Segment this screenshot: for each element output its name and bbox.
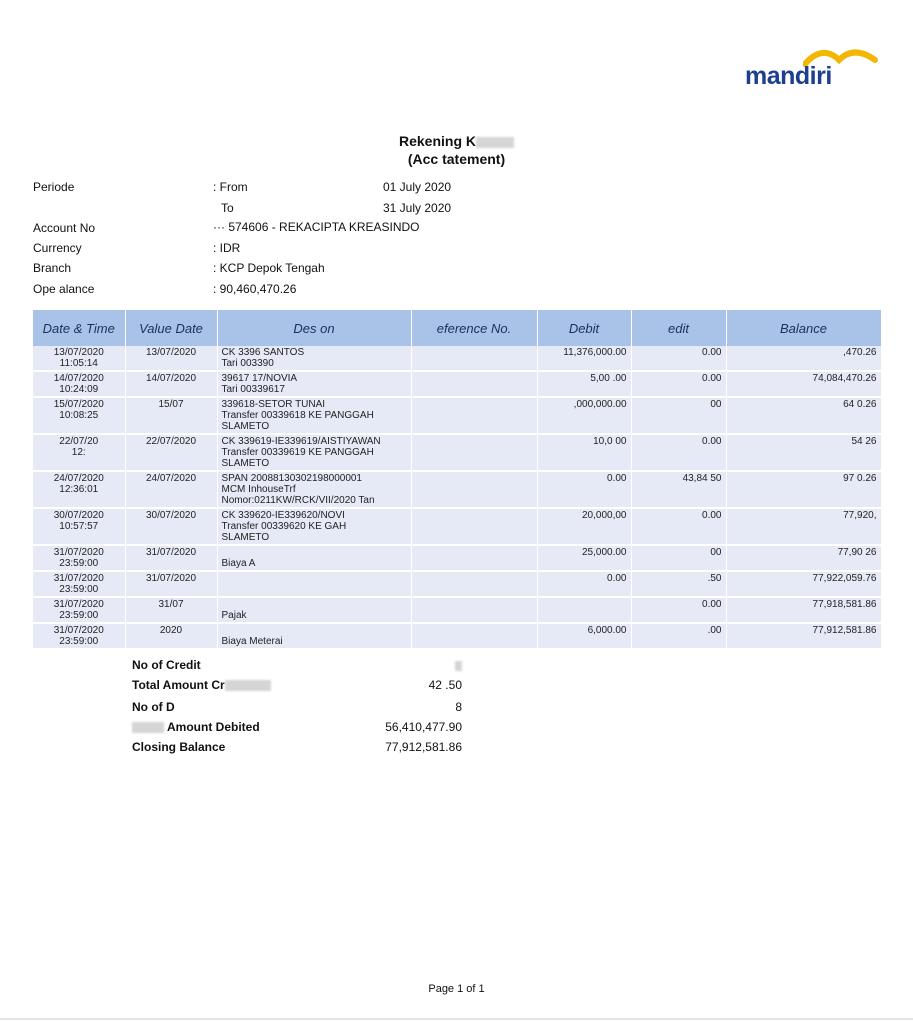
txn-credit: 00 bbox=[710, 399, 722, 410]
txn-time: 10:57:57 bbox=[59, 521, 99, 532]
txn-time: 23:59:00 bbox=[59, 636, 99, 647]
table-row bbox=[33, 397, 881, 434]
opening-balance-value: : 90,460,470.26 bbox=[213, 282, 297, 296]
statement-title: Rekening K bbox=[0, 133, 913, 149]
txn-balance: 77,920, bbox=[843, 510, 877, 521]
cell-description bbox=[217, 545, 411, 571]
table-header-row bbox=[33, 310, 881, 346]
col-value-date: Value Date bbox=[125, 310, 217, 346]
cell-balance bbox=[726, 434, 881, 471]
cell-balance bbox=[726, 597, 881, 623]
txn-date: 15/07/2020 bbox=[53, 399, 104, 410]
branch-value: : KCP Depok Tengah bbox=[213, 261, 325, 275]
to-label: To bbox=[221, 201, 234, 215]
col-description: Des on bbox=[217, 310, 411, 346]
cell-balance bbox=[726, 571, 881, 597]
table-row bbox=[33, 371, 881, 397]
cell-balance bbox=[726, 471, 881, 508]
txn-description-line bbox=[222, 573, 407, 584]
txn-debit: 10,0 00 bbox=[593, 436, 627, 447]
page-bottom-divider bbox=[0, 1018, 913, 1020]
col-debit: Debit bbox=[537, 310, 631, 346]
cell-description bbox=[217, 597, 411, 623]
total-credit-value: 42 .50 bbox=[428, 678, 462, 692]
txn-balance: 74,084,470.26 bbox=[812, 373, 877, 384]
txn-balance: 97 0.26 bbox=[843, 473, 877, 484]
transactions-table bbox=[33, 310, 882, 650]
from-label: : From bbox=[213, 180, 248, 194]
account-label: Account No bbox=[33, 221, 96, 235]
txn-value-date: 13/07/2020 bbox=[145, 347, 197, 358]
txn-value-date: 30/07/2020 bbox=[145, 510, 197, 521]
col-balance: Balance bbox=[726, 310, 881, 346]
table-row bbox=[33, 571, 881, 597]
cell-debit bbox=[537, 371, 631, 397]
cell-debit bbox=[537, 434, 631, 471]
cell-reference bbox=[411, 597, 537, 623]
table-row bbox=[33, 623, 881, 649]
txn-credit: 0.00 bbox=[702, 599, 722, 610]
branch-label: Branch bbox=[33, 261, 72, 275]
txn-balance: 54 26 bbox=[851, 436, 877, 447]
txn-balance: 77,922,059.76 bbox=[812, 573, 877, 584]
cell-description bbox=[217, 571, 411, 597]
txn-description-line: Biaya Meterai bbox=[221, 636, 283, 647]
opening-balance-label: Ope alance bbox=[33, 282, 95, 296]
closing-balance-label: Closing Balance bbox=[132, 740, 226, 754]
cell-description bbox=[217, 471, 411, 508]
txn-description-line: Pajak bbox=[221, 610, 247, 621]
cell-reference bbox=[411, 571, 537, 597]
total-debit-label: Amount Debited bbox=[132, 720, 260, 734]
txn-time: 23:59:00 bbox=[59, 584, 99, 595]
txn-description-line: Biaya A bbox=[221, 558, 256, 569]
cell-balance bbox=[726, 508, 881, 545]
txn-debit: 20,000,00 bbox=[582, 510, 627, 521]
txn-time: 12:36:01 bbox=[59, 484, 99, 495]
txn-description-line: SLAMETO bbox=[221, 458, 270, 469]
cell-reference bbox=[411, 371, 537, 397]
table-row bbox=[33, 346, 881, 371]
txn-description-line: Tari 003390 bbox=[221, 358, 274, 369]
cell-value-date bbox=[125, 571, 217, 597]
txn-description-line: 339618-SETOR TUNAI bbox=[221, 399, 326, 410]
period-label: Periode bbox=[33, 180, 75, 194]
cell-balance bbox=[726, 346, 881, 371]
txn-value-date: 22/07/2020 bbox=[145, 436, 197, 447]
cell-reference bbox=[411, 623, 537, 649]
cell-value-date bbox=[125, 371, 217, 397]
cell-reference bbox=[411, 545, 537, 571]
txn-credit: 0.00 bbox=[702, 510, 722, 521]
txn-debit: 25,000.00 bbox=[582, 547, 627, 558]
transactions-body bbox=[33, 346, 881, 649]
cell-description bbox=[217, 434, 411, 471]
txn-debit: 11,376,000.00 bbox=[563, 347, 627, 358]
txn-date: 14/07/2020 bbox=[53, 373, 104, 384]
cell-credit bbox=[631, 508, 726, 545]
cell-reference bbox=[411, 397, 537, 434]
txn-balance: 77,912,581.86 bbox=[812, 625, 877, 636]
table-row bbox=[33, 434, 881, 471]
txn-time: 10:08:25 bbox=[59, 410, 99, 421]
cell-credit bbox=[631, 471, 726, 508]
txn-description-line bbox=[222, 584, 407, 595]
txn-date: 31/07/2020 bbox=[53, 547, 104, 558]
from-value: 01 July 2020 bbox=[383, 180, 452, 194]
txn-description-line: CK 339619-IE339619/AISTIYAWAN bbox=[221, 436, 381, 447]
cell-value-date bbox=[125, 397, 217, 434]
txn-credit: .00 bbox=[707, 625, 722, 636]
to-value: 31 July 2020 bbox=[383, 201, 452, 215]
txn-description-line: Transfer 00339620 KE GAH bbox=[221, 521, 347, 532]
cell-debit bbox=[537, 471, 631, 508]
table-row bbox=[33, 597, 881, 623]
cell-debit bbox=[537, 346, 631, 371]
cell-value-date bbox=[125, 545, 217, 571]
cell-reference bbox=[411, 508, 537, 545]
cell-value-date bbox=[125, 434, 217, 471]
logo-wordmark: mandiri bbox=[745, 62, 832, 90]
table-row bbox=[33, 471, 881, 508]
txn-date: 30/07/2020 bbox=[53, 510, 104, 521]
txn-time: 12: bbox=[71, 447, 86, 458]
txn-value-date: 31/07/2020 bbox=[145, 547, 197, 558]
cell-date-time bbox=[33, 623, 125, 649]
txn-description-line: Tari 00339617 bbox=[221, 384, 285, 395]
closing-balance-value: 77,912,581.86 bbox=[385, 740, 462, 754]
txn-value-date: 24/07/2020 bbox=[145, 473, 197, 484]
cell-credit bbox=[631, 434, 726, 471]
txn-description-line bbox=[222, 599, 407, 610]
txn-debit: 0.00 bbox=[607, 473, 627, 484]
cell-debit bbox=[537, 597, 631, 623]
no-debit-value: 8 bbox=[455, 700, 462, 714]
cell-credit bbox=[631, 597, 726, 623]
cell-description bbox=[217, 346, 411, 371]
cell-balance bbox=[726, 371, 881, 397]
cell-date-time bbox=[33, 471, 125, 508]
txn-credit: .50 bbox=[707, 573, 722, 584]
cell-reference bbox=[411, 434, 537, 471]
txn-credit: 00 bbox=[710, 547, 722, 558]
table-row bbox=[33, 545, 881, 571]
txn-description-line: 39617 17/NOVIA bbox=[221, 373, 298, 384]
txn-credit: 43,84 50 bbox=[682, 473, 722, 484]
cell-debit bbox=[537, 545, 631, 571]
currency-label: Currency bbox=[33, 241, 82, 255]
txn-description-line bbox=[222, 625, 407, 636]
cell-debit bbox=[537, 571, 631, 597]
txn-description-line: SPAN 20088130302198000001 bbox=[221, 473, 362, 484]
txn-description-line: Transfer 00339619 KE PANGGAH bbox=[221, 447, 374, 458]
cell-debit bbox=[537, 623, 631, 649]
txn-description-line: CK 3396 SANTOS bbox=[221, 347, 305, 358]
txn-description-line: CK 339620-IE339620/NOVI bbox=[221, 510, 345, 521]
cell-description bbox=[217, 508, 411, 545]
cell-date-time bbox=[33, 346, 125, 371]
cell-date-time bbox=[33, 371, 125, 397]
txn-debit: 6,000.00 bbox=[587, 625, 627, 636]
total-credit-label: Total Amount Cr bbox=[132, 678, 271, 692]
txn-description-line: SLAMETO bbox=[221, 421, 270, 432]
cell-balance bbox=[726, 397, 881, 434]
statement-subtitle: (Acc tatement) bbox=[407, 151, 506, 167]
col-date-time: Date & Time bbox=[33, 310, 125, 346]
txn-debit: 5,00 .00 bbox=[590, 373, 627, 384]
cell-description bbox=[217, 371, 411, 397]
cell-balance bbox=[726, 623, 881, 649]
cell-credit bbox=[631, 571, 726, 597]
cell-debit bbox=[537, 508, 631, 545]
txn-description-line: Transfer 00339618 KE PANGGAH bbox=[221, 410, 374, 421]
txn-debit: 0.00 bbox=[607, 573, 627, 584]
txn-description-line bbox=[222, 547, 407, 558]
cell-date-time bbox=[33, 508, 125, 545]
cell-value-date bbox=[125, 508, 217, 545]
cell-balance bbox=[726, 545, 881, 571]
cell-value-date bbox=[125, 597, 217, 623]
no-credit-label: No of Credit bbox=[132, 658, 201, 672]
cell-credit bbox=[631, 623, 726, 649]
cell-reference bbox=[411, 346, 537, 371]
txn-date: 31/07/2020 bbox=[53, 599, 104, 610]
table-row bbox=[33, 508, 881, 545]
cell-date-time bbox=[33, 571, 125, 597]
cell-credit bbox=[631, 397, 726, 434]
txn-date: 24/07/2020 bbox=[53, 473, 104, 484]
cell-date-time bbox=[33, 545, 125, 571]
txn-time: 23:59:00 bbox=[59, 558, 99, 569]
txn-balance: 77,918,581.86 bbox=[812, 599, 877, 610]
account-value: ··· 574606 - REKACIPTA KREASINDO bbox=[213, 220, 420, 234]
cell-credit bbox=[631, 346, 726, 371]
txn-balance: 64 0.26 bbox=[843, 399, 877, 410]
cell-description bbox=[217, 397, 411, 434]
cell-credit bbox=[631, 371, 726, 397]
txn-value-date: 14/07/2020 bbox=[145, 373, 197, 384]
txn-credit: 0.00 bbox=[702, 347, 722, 358]
txn-value-date: 31/07/2020 bbox=[145, 573, 197, 584]
cell-date-time bbox=[33, 597, 125, 623]
col-reference: eference No. bbox=[411, 310, 537, 346]
bank-logo bbox=[745, 48, 880, 93]
cell-value-date bbox=[125, 346, 217, 371]
txn-description-line: SLAMETO bbox=[221, 532, 270, 543]
cell-description bbox=[217, 623, 411, 649]
cell-debit bbox=[537, 397, 631, 434]
txn-date: 22/07/20 bbox=[59, 436, 99, 447]
txn-date: 13/07/2020 bbox=[53, 347, 104, 358]
currency-value: : IDR bbox=[213, 241, 241, 255]
txn-value-date: 31/07 bbox=[158, 599, 184, 610]
page-number: Page 1 of 1 bbox=[428, 983, 485, 995]
no-credit-value bbox=[340, 658, 462, 672]
txn-balance: 77,90 26 bbox=[837, 547, 877, 558]
txn-debit: ,000,000.00 bbox=[573, 399, 627, 410]
txn-value-date: 15/07 bbox=[158, 399, 184, 410]
total-debit-value: 56,410,477.90 bbox=[385, 720, 462, 734]
txn-time: 11:05:14 bbox=[59, 358, 98, 369]
txn-date: 31/07/2020 bbox=[53, 573, 104, 584]
col-credit: edit bbox=[631, 310, 726, 346]
cell-value-date bbox=[125, 471, 217, 508]
txn-credit: 0.00 bbox=[702, 373, 722, 384]
cell-value-date bbox=[125, 623, 217, 649]
txn-description-line: MCM InhouseTrf bbox=[221, 484, 296, 495]
txn-credit: 0.00 bbox=[702, 436, 722, 447]
txn-description-line: Nomor:0211KW/RCK/VII/2020 Tan bbox=[221, 495, 375, 506]
txn-date: 31/07/2020 bbox=[53, 625, 104, 636]
no-debit-label: No of D bbox=[132, 700, 175, 714]
txn-balance: ,470.26 bbox=[843, 347, 877, 358]
cell-credit bbox=[631, 545, 726, 571]
txn-value-date: 2020 bbox=[159, 625, 183, 636]
txn-time: 10:24:09 bbox=[59, 384, 99, 395]
cell-date-time bbox=[33, 434, 125, 471]
cell-reference bbox=[411, 471, 537, 508]
cell-date-time bbox=[33, 397, 125, 434]
txn-time: 23:59:00 bbox=[59, 610, 99, 621]
